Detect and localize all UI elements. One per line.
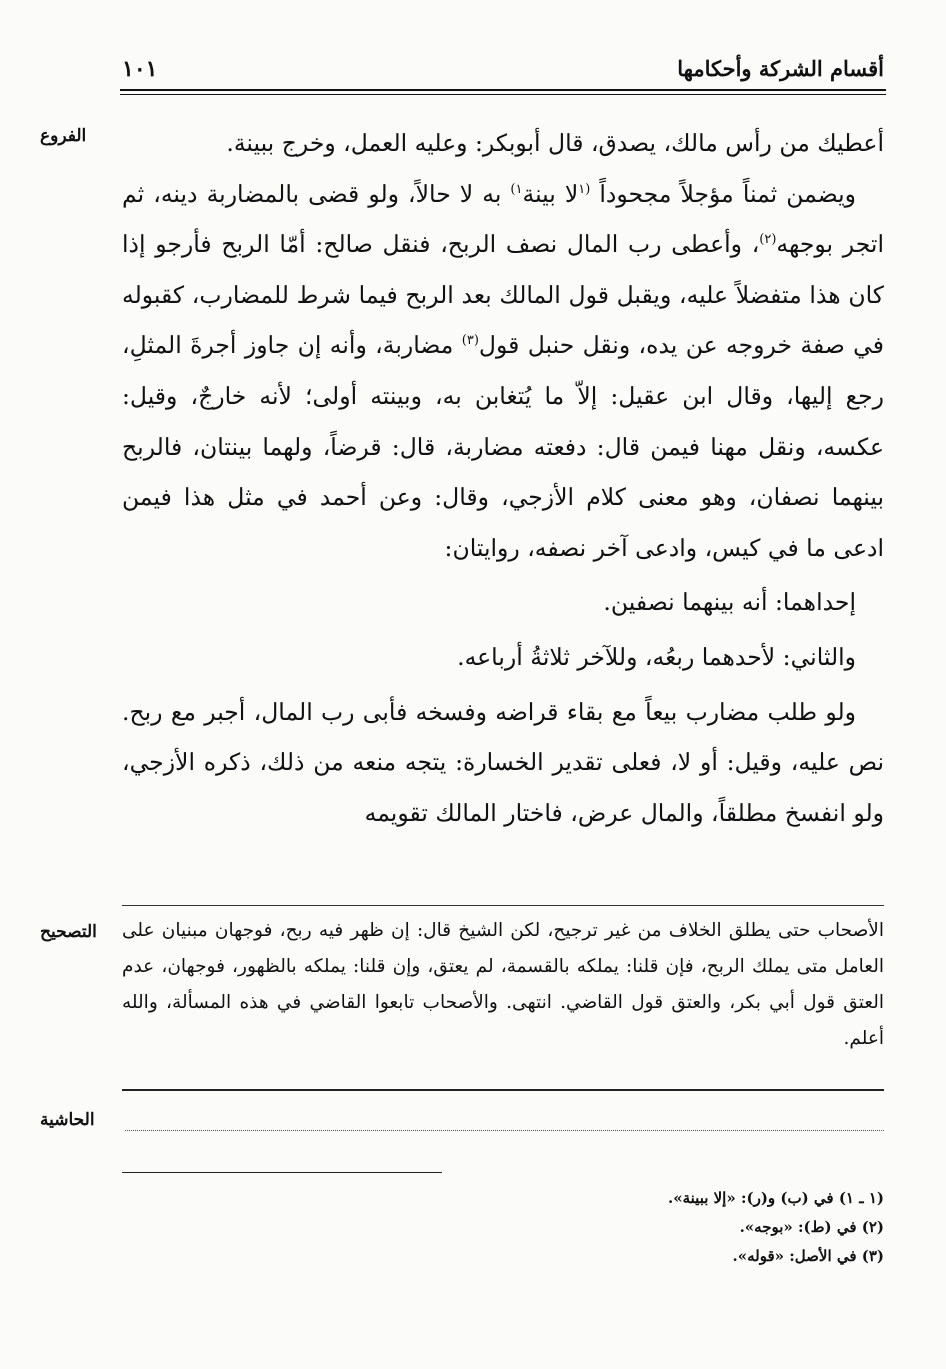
hashiya-rule <box>122 1089 884 1091</box>
tashih-text: الأصحاب حتى يطلق الخلاف من غير ترجيح، لكن الشيخ قال: إن ظهر فيه ربح، فوجهان مبنيان على العامل متى يملك الربح، فإن قلنا: يملكه بالقسمة، لم يعتق، وإن قلنا: يملكه بالظهور، فوجهان، عدم العتق قول أبي بكر، والعتق قول القاضي. انتهى. والأصحاب تابعوا القاضي في هذه المسألة، والله أعلم. <box>122 920 884 1049</box>
footnote-1: (١ ـ ١) في (ب) و(ر): «إلا ببينة». <box>668 1189 884 1207</box>
footnote-marker-3: (٣) <box>461 333 479 349</box>
footnote-2: (٢) في (ط): «بوجه». <box>739 1218 884 1236</box>
page-number: ١٠١ <box>122 56 158 82</box>
header-rule <box>120 89 886 91</box>
footnotes <box>122 1184 884 1271</box>
side-label-hashiya: الحاشية <box>40 1110 95 1130</box>
footnote-marker-2: (٢) <box>759 232 777 248</box>
text-run: لا بينة <box>522 179 579 208</box>
chapter-title: أقسام الشركة وأحكامها <box>677 56 884 81</box>
footnote-3: (٣) في الأصل: «قوله». <box>732 1247 884 1265</box>
header-rule-thin <box>120 94 886 95</box>
tashih-section <box>122 913 884 1057</box>
footnote-marker-1-open: (١ <box>578 181 591 197</box>
text-run: ، وأعطى رب المال نصف الربح، فنقل صالح: أمّا الربح فأرجو إذا كان هذا متفضلاً عليه، ويقبل قول المالك بعد الربح فيما شرط للمضارب، كقبوله في صفة خروجه عن يده، ونقل حنبل قول <box>122 230 884 360</box>
list-item-2: والثاني: لأحدهما ربعُه، وللآخر ثلاثةُ أرباعه. <box>457 642 856 671</box>
list-item-1: إحداهما: أنه بينهما نصفين. <box>603 588 856 617</box>
main-text <box>122 118 884 838</box>
side-label-furu: الفروع <box>40 126 87 146</box>
text-run: به لا حالاً، ولو قضى بالمضاربة دينه، ثم اتجر بوجهه <box>122 179 884 259</box>
side-label-tashih: التصحيح <box>40 922 97 942</box>
text-run: مضاربة، وأنه إن جاوز أجرةَ المثلِ، رجع إليها، وقال ابن عقيل: إلاّ ما يُتغابن به، وبينته أولى؛ لأنه خارجٌ، وقيل: عكسه، ونقل مهنا فيمن قال: دفعته مضاربة، قال: قرضاً، ولهما بينتان، فالربح بينهما نصفان، وهو معنى كلام الأزجي، وقال: وعن أحمد في مثل هذا فيمن ادعى ما في كيس، وادعى آخر نصفه، روايتان: <box>122 331 884 562</box>
text-run: ويضمن ثمناً مؤجلاً مجحوداً <box>590 179 856 208</box>
footnote-marker-1-close: ١) <box>510 181 523 197</box>
paragraph-3: ولو طلب مضارب بيعاً مع بقاء قراضه وفسخه فأبى رب المال، أجبر مع ربح. نص عليه، وقيل: أو لا، فعلى تقدير الخسارة: يتجه منعه من ذلك، ذكره الأزجي، ولو انفسخ مطلقاً، والمال عرض، فاختار المالك تقويمه <box>122 697 884 827</box>
hashiya-dotted-line <box>125 1130 884 1131</box>
tashih-rule <box>122 905 884 906</box>
footnote-separator <box>122 1172 442 1173</box>
running-header <box>122 56 884 86</box>
paragraph-2 <box>122 169 884 574</box>
paragraph-1: أعطيك من رأس مالك، يصدق، قال أبوبكر: وعليه العمل، وخرج ببينة. <box>226 129 884 157</box>
